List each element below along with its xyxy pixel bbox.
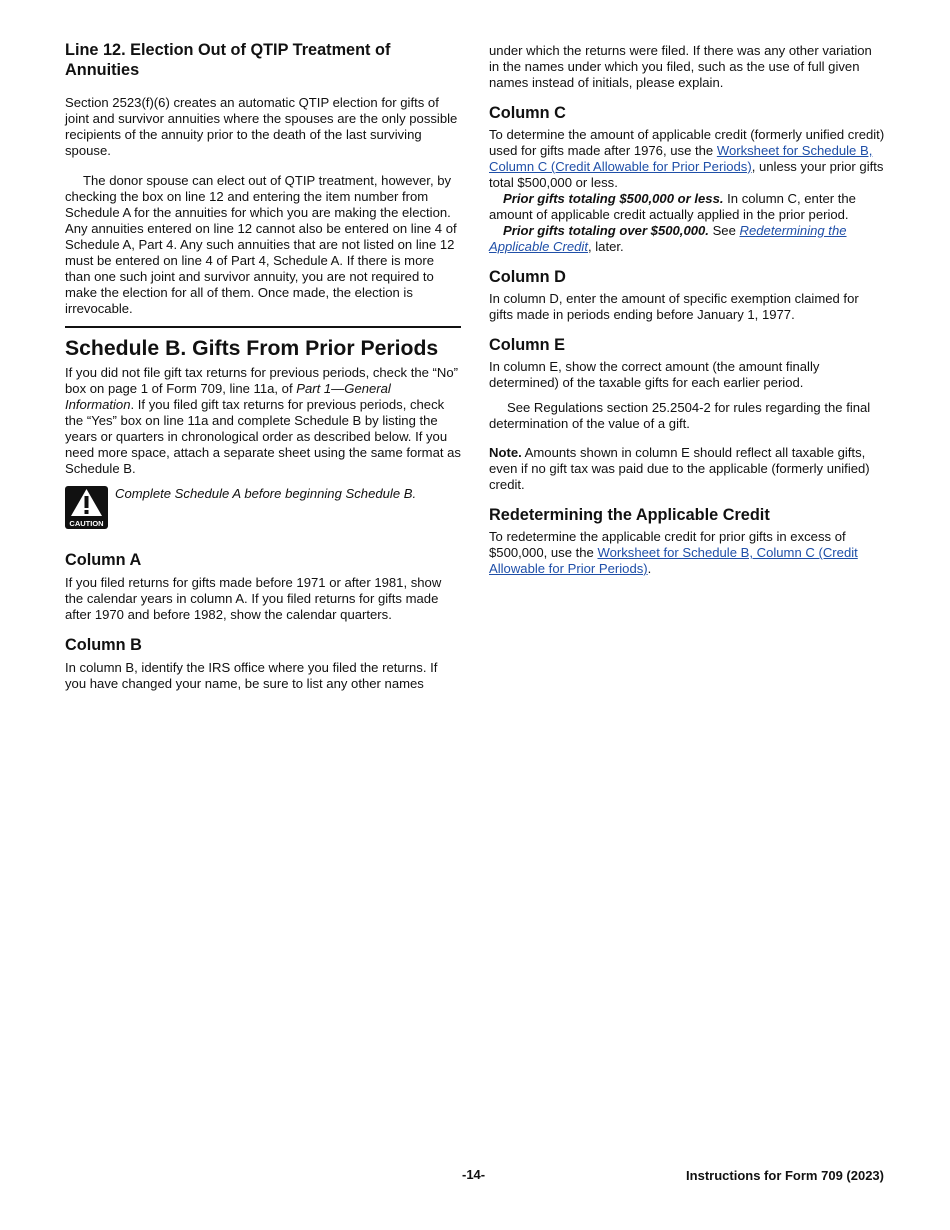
prior-gifts-over-label: Prior gifts totaling over $500,000. [503,223,709,238]
part1-reference: Part 1—General Information [65,381,391,412]
column-c-heading: Column C [489,104,566,122]
column-a-heading: Column A [65,551,142,569]
column-a-paragraph: If you filed returns for gifts made before 1971 or after 1981, show the calendar years in column A. If you filed returns for gifts made after 1970 and before 1982, show the calendar quarters. [65,575,442,622]
note-label: Note. [489,445,522,460]
right-column [489,40,885,577]
column-c-paragraph: To determine the amount of applicable credit (formerly unified credit) used for gifts made after 1976, use the Worksheet for Schedule B, Column C (Credit Allowable for Prior Periods), unless your prior gifts total $500,000 or less. [489,127,885,190]
worksheet-schedule-b-link-2[interactable]: Worksheet for Schedule B, Column C (Credit Allowable for Prior Periods) [489,545,858,576]
redetermining-credit-link[interactable]: Redetermining the Applicable Credit [489,223,847,254]
line12-paragraph-1: Section 2523(f)(6) creates an automatic QTIP election for gifts of joint and survivor annuities where the spouses are the only possible recipients of the annuity prior to the death of the last surviving spouse. [65,95,458,158]
caution-icon [65,486,108,529]
prior-gifts-over-paragraph: Prior gifts totaling over $500,000. See Redetermining the Applicable Credit, later. [489,223,847,254]
redetermining-heading: Redetermining the Applicable Credit [489,506,770,524]
document-title: Instructions for Form 709 (2023) [686,1168,884,1183]
line12-heading: Line 12. Election Out of QTIP Treatment of Annuities [65,41,391,79]
column-d-paragraph: In column D, enter the amount of specific exemption claimed for gifts made in periods ending before January 1, 1977. [489,291,859,322]
page-number: -14- [462,1167,486,1182]
note-paragraph: Note. Amounts shown in column E should reflect all taxable gifts, even if no gift tax was paid due to the applicable (formerly unified) credit. [489,445,870,492]
worksheet-schedule-b-link[interactable]: Worksheet for Schedule B, Column C (Credit Allowable for Prior Periods) [489,143,873,174]
schedule-b-heading: Schedule B. Gifts From Prior Periods [65,337,439,360]
column-e-paragraph-2: See Regulations section 25.2504-2 for rules regarding the final determination of the value of a gift. [489,400,871,431]
left-column [65,40,461,692]
caution-label: CAUTION [69,519,104,528]
caution-note [65,486,461,529]
schedule-b-intro: If you did not file gift tax returns for previous periods, check the “No” box on page 1 of Form 709, line 11a, of Part 1—General Information. If you filed gift tax returns for previous periods, check the “Yes” box on line 11a and complete Schedule B by listing the years or quarters in chronological order as described below. If you need more space, attach a separate sheet using the same format as Schedule B. [65,365,461,476]
column-e-heading: Column E [489,336,565,354]
column-b-continued: under which the returns were filed. If there was any other variation in the names under which you filed, such as the use of full given names instead of initials, please explain. [489,43,872,90]
schedule-b-section [65,326,461,477]
redetermining-paragraph: To redetermine the applicable credit for prior gifts in excess of $500,000, use the Worksheet for Schedule B, Column C (Credit Allowable for Prior Periods). [489,529,858,576]
prior-gifts-less-label: Prior gifts totaling $500,000 or less. [503,191,724,206]
line12-paragraph-2: The donor spouse can elect out of QTIP treatment, however, by checking the box on line 12 and entering the item number from Schedule A for the annuities for which you are making the election. Any annuities entered on line 12 cannot also be entered on line 4 of Schedule A, Part 4. Any such annuities that are not listed on line 12 must be entered on line 4 of Part 4, Schedule A. If there is more than one such joint and survivor annuity, you are not required to make the election for all of them. Once made, the election is irrevocable. [65,173,457,316]
caution-text: Complete Schedule A before beginning Schedule B. [115,486,417,501]
column-d-heading: Column D [489,268,566,286]
prior-gifts-less-paragraph: Prior gifts totaling $500,000 or less. In column C, enter the amount of applicable credit actually applied in the prior period. [489,191,856,222]
column-e-paragraph-1: In column E, show the correct amount (the amount finally determined) of the taxable gifts for each earlier period. [489,359,820,390]
column-b-paragraph: In column B, identify the IRS office where you filed the returns. If you have changed your name, be sure to list any other names [65,660,438,691]
column-b-heading: Column B [65,636,142,654]
